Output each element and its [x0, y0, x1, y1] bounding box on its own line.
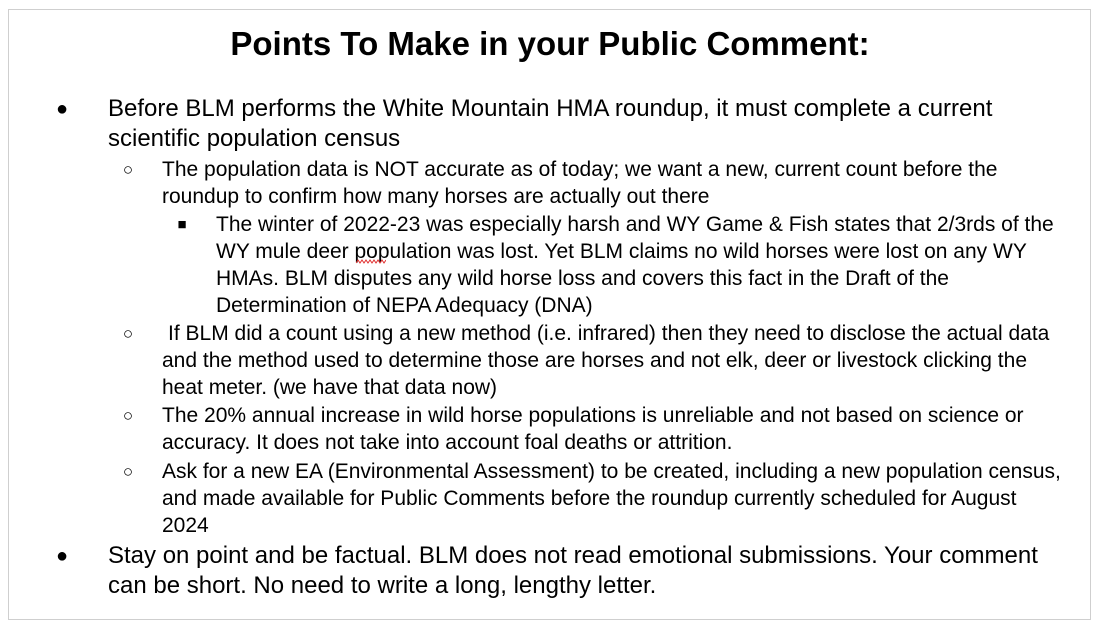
- list-item-population-data: The population data is NOT accurate as of today; we want a new, current count before the roundup to confirm how many horses are actually out there: [162, 158, 998, 208]
- list-item-new-ea: Ask for a new EA (Environmental Assessment) to be created, including a new population census, and made available for Public Comments before the roundup currently scheduled for August 2024: [162, 460, 1061, 537]
- list-item-count-method: If BLM did a count using a new method (i.e. infrared) then they need to disclose the actual data and the method used to determine those are horses and not elk, deer or livestock clicking the heat meter. (we have that data now): [162, 322, 1050, 399]
- bullet-l1-icon: ●: [55, 98, 69, 120]
- page-title: Points To Make in your Public Comment:: [230, 25, 870, 62]
- list-item-annual-increase: The 20% annual increase in wild horse populations is unreliable and not based on science or accuracy. It does not take into account foal deaths or attrition.: [162, 404, 1024, 454]
- spellcheck-underline: [356, 259, 386, 264]
- list-item-census: Before BLM performs the White Mountain HMA roundup, it must complete a current scientific population census: [108, 95, 993, 152]
- list-item-stay-on-point: Stay on point and be factual. BLM does not read emotional submissions. Your comment can be short. No need to write a long, lengthy letter.: [108, 542, 1038, 599]
- bullet-l1-icon: ●: [55, 545, 69, 567]
- bullet-l2-icon: ○: [122, 406, 134, 425]
- list-item-winter-losses: The winter of 2022-23 was especially harsh and WY Game & Fish states that 2/3rds of the WY mule deer population was lost. Yet BLM claims no wild horses were lost on any WY HMAs. BLM disputes any wild horse loss and covers this fact in the Draft of the Determination of NEPA Adequacy (DNA): [216, 213, 1054, 317]
- bullet-l3-icon: ■: [177, 216, 187, 233]
- bullet-l2-icon: ○: [122, 324, 134, 343]
- bullet-l2-icon: ○: [122, 160, 134, 179]
- bullet-l2-icon: ○: [122, 462, 134, 481]
